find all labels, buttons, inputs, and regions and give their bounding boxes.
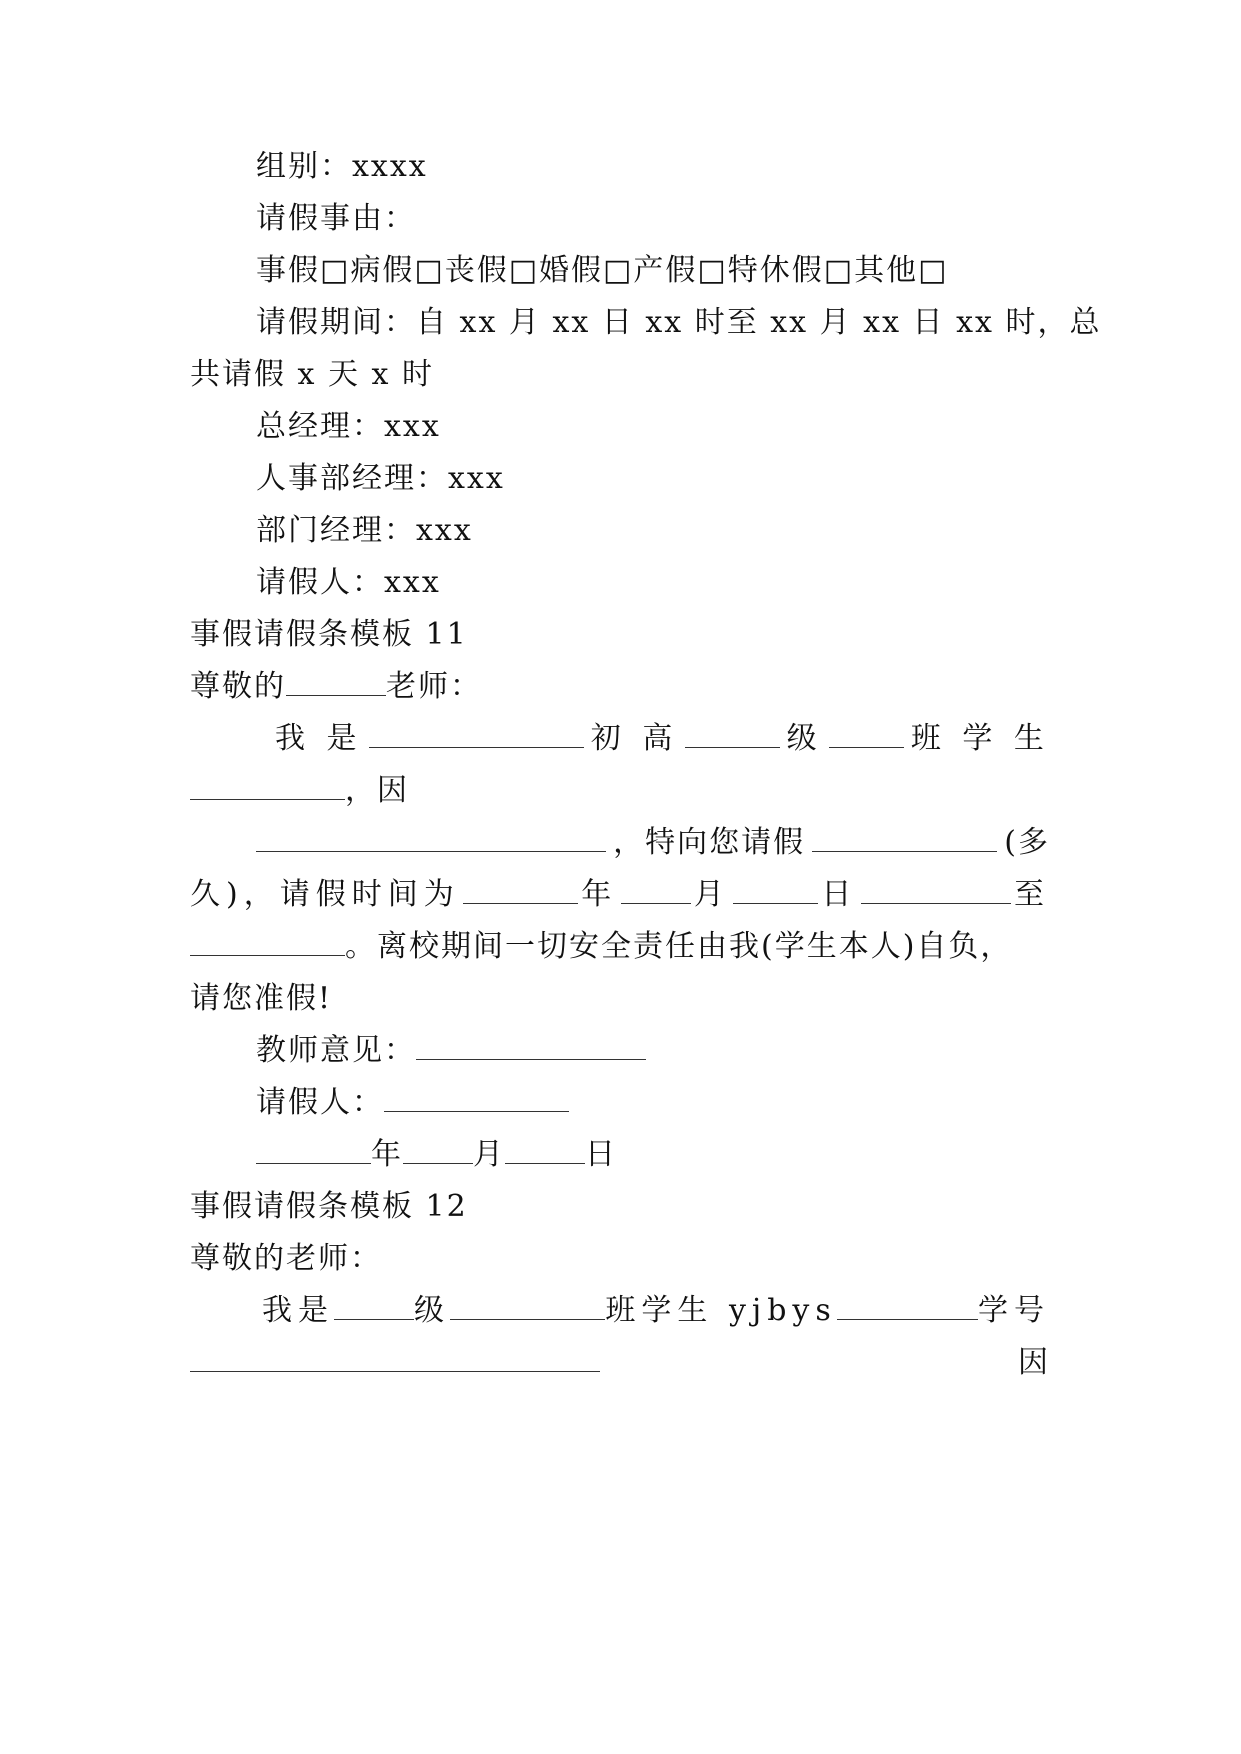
hr-manager-line: 人事部经理：xxx <box>256 461 505 496</box>
class-student-text-12: 班学生 yjbys <box>605 1293 837 1328</box>
day-blank <box>733 873 818 904</box>
leave-type-checkboxes: 事假□病假□丧假□婚假□产假□特休假□其他□ <box>256 253 949 288</box>
because-blank <box>190 769 345 800</box>
template-11-signature-date <box>190 1126 1116 1184</box>
day-text: 日 <box>821 877 858 912</box>
template-11-student-line <box>275 710 1050 768</box>
to-text: 至 <box>1013 877 1050 912</box>
grade-blank-12 <box>334 1289 414 1320</box>
teacher-opinion-blank <box>416 1029 646 1060</box>
applicant-line: 请假人：xxx <box>256 565 441 600</box>
template-12-heading: 事假请假条模板 12 <box>190 1189 468 1224</box>
salutation-suffix: 老师： <box>386 669 482 704</box>
template-11-salutation <box>190 658 1050 716</box>
i-am-text-12: 我是 <box>262 1293 334 1328</box>
leave-time-text: 久)，请假时间为 <box>190 877 460 912</box>
because-text-12: 因 <box>1018 1345 1050 1380</box>
teacher-opinion-label: 教师意见： <box>256 1033 416 1068</box>
teacher-name-blank <box>286 665 386 696</box>
template-12-because-line <box>190 1334 1050 1392</box>
end-date-blank <box>861 873 1011 904</box>
student-number-text: 学号 <box>978 1293 1051 1328</box>
sign-day-blank <box>505 1133 585 1164</box>
end-date-blank-2 <box>190 925 345 956</box>
request-text: ，特向您请假 <box>613 825 806 860</box>
i-am-text: 我 是 <box>275 721 363 756</box>
reason-blank <box>256 821 606 852</box>
leave-period-line: 请假期间：自 xx 月 xx 日 xx 时至 xx 月 xx 日 xx 时，总 <box>256 305 1102 340</box>
leave-reason-line: 请假事由： <box>256 201 416 236</box>
year-blank <box>463 873 578 904</box>
duration-open-text: (多 <box>1004 825 1050 860</box>
template-11-because-line <box>190 762 1050 820</box>
year-text: 年 <box>581 877 618 912</box>
grade-text-12: 级 <box>414 1293 451 1328</box>
class-student-text: 班 学 生 <box>910 721 1050 756</box>
class-blank <box>829 717 904 748</box>
safety-text: 。离校期间一切安全责任由我(学生本人)自负， <box>345 929 1013 964</box>
template-11-approve-line: 请您准假! <box>190 981 333 1016</box>
sign-year-blank <box>256 1133 371 1164</box>
sign-month-blank <box>403 1133 473 1164</box>
grade-blank <box>685 717 780 748</box>
name-blank-12 <box>837 1289 978 1320</box>
class-blank-12 <box>450 1289 605 1320</box>
student-name-blank <box>369 717 584 748</box>
month-blank <box>621 873 691 904</box>
sign-month-text: 月 <box>473 1137 505 1172</box>
general-manager-line: 总经理：xxx <box>256 409 441 444</box>
grade-level-text: 初 高 <box>590 721 679 756</box>
template-12-student-line <box>262 1282 1050 1340</box>
salutation-prefix: 尊敬的 <box>190 669 286 704</box>
template-11-applicant-line <box>190 1074 1116 1132</box>
leave-total-line: 共请假 x 天 x 时 <box>190 357 434 392</box>
template-12-salutation: 尊敬的老师： <box>190 1241 382 1276</box>
teacher-opinion-line <box>190 1022 1116 1080</box>
because-text: ，因 <box>345 773 409 808</box>
template-11-safety-line <box>190 918 1050 976</box>
grade-text: 级 <box>786 721 823 756</box>
sign-day-text: 日 <box>585 1137 617 1172</box>
group-line: 组别：xxxx <box>256 149 428 184</box>
applicant-blank <box>384 1081 569 1112</box>
sign-year-text: 年 <box>371 1137 403 1172</box>
department-manager-line: 部门经理：xxx <box>256 513 473 548</box>
template-11-date-line <box>190 866 1050 924</box>
template-11-heading: 事假请假条模板 11 <box>190 617 468 652</box>
month-text: 月 <box>693 877 730 912</box>
template-11-request-line <box>256 814 1050 872</box>
student-number-blank <box>190 1341 600 1372</box>
applicant-label: 请假人： <box>256 1085 384 1120</box>
duration-blank <box>812 821 997 852</box>
